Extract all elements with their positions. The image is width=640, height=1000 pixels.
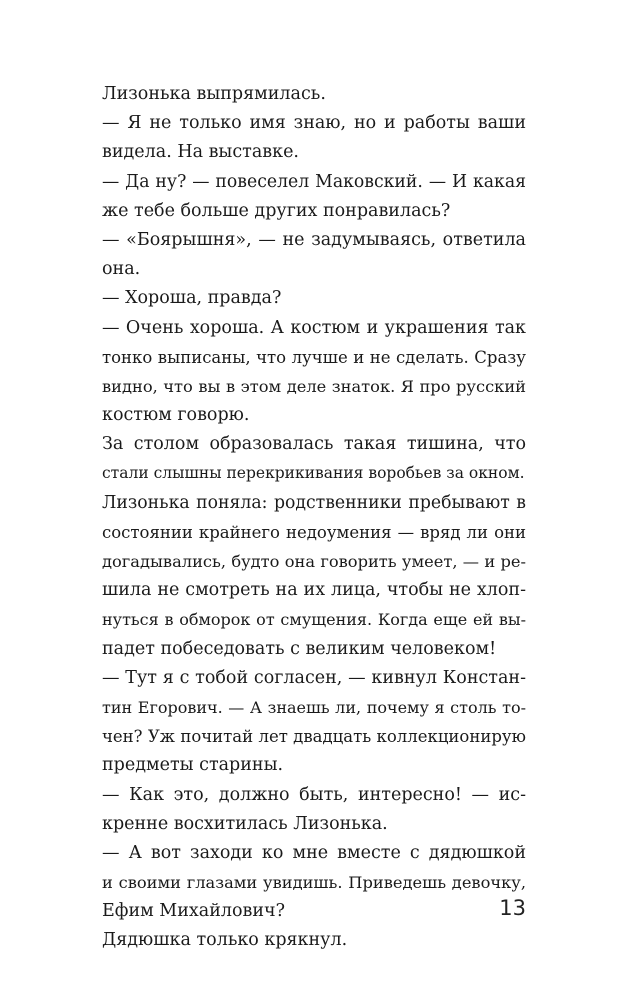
text-line: — Да ну? — повеселел Маковский. — И какая	[102, 171, 526, 192]
text-line: Лизонька поняла: родственники пребывают в	[102, 492, 526, 513]
text-line: Лизонька выпрямилась.	[102, 84, 326, 104]
text-line: состоянии крайнего недоумения — вряд ли они	[102, 522, 526, 542]
text-line: предметы старины.	[102, 755, 284, 776]
text-line: — «Боярышня», — не задумываясь, ответила	[102, 229, 526, 250]
text-line: видела. На выставке.	[102, 142, 299, 163]
text-line: догадывались, будто она говорить умеет, — и ре-	[102, 552, 526, 571]
text-line: — Тут я с тобой согласен, — кивнул Констан-	[102, 667, 526, 688]
text-line: падет побеседовать с великим человеком!	[102, 638, 497, 659]
text-line: же тебе больше других понравилась?	[102, 200, 451, 221]
text-line: — Я не только имя знаю, но и работы ваши	[102, 113, 526, 134]
text-line: тонко выписаны, что лучше и не сделать. Сразу	[102, 347, 526, 367]
text-line: чен? Уж почитай лет двадцать коллекционирую	[102, 727, 526, 747]
text-line: и своими глазами увидишь. Приведешь девочку,	[102, 873, 526, 893]
text-line: шила не смотреть на их лица, чтобы не хлоп-	[102, 580, 526, 601]
page-number: 13	[499, 896, 526, 920]
text-line: нуться в обморок от смущения. Когда еще ей вы-	[102, 610, 526, 630]
text-line: — Очень хороша. А костюм и украшения так	[102, 317, 526, 338]
text-line: костюм говорю.	[102, 405, 250, 426]
text-line: стали слышны перекрикивания воробьев за окном.	[102, 464, 525, 483]
text-line: — А вот заходи ко мне вместе с дядюшкой	[102, 842, 526, 863]
text-line: Дядюшка только крякнул.	[102, 930, 348, 951]
text-line: Ефим Михайлович?	[102, 901, 285, 922]
text-line: она.	[102, 259, 141, 280]
text-line: кренне восхитилась Лизонька.	[102, 813, 388, 834]
text-line: видно, что вы в этом деле знаток. Я про русский	[102, 376, 526, 396]
body-text	[102, 80, 526, 956]
text-line: — Хороша, правда?	[102, 288, 282, 309]
text-line: За столом образовалась такая тишина, что	[102, 434, 526, 455]
text-line: — Как это, должно быть, интересно! — ис-	[102, 784, 526, 805]
text-line: тин Егорович. — А знаешь ли, почему я столь то-	[102, 697, 526, 717]
